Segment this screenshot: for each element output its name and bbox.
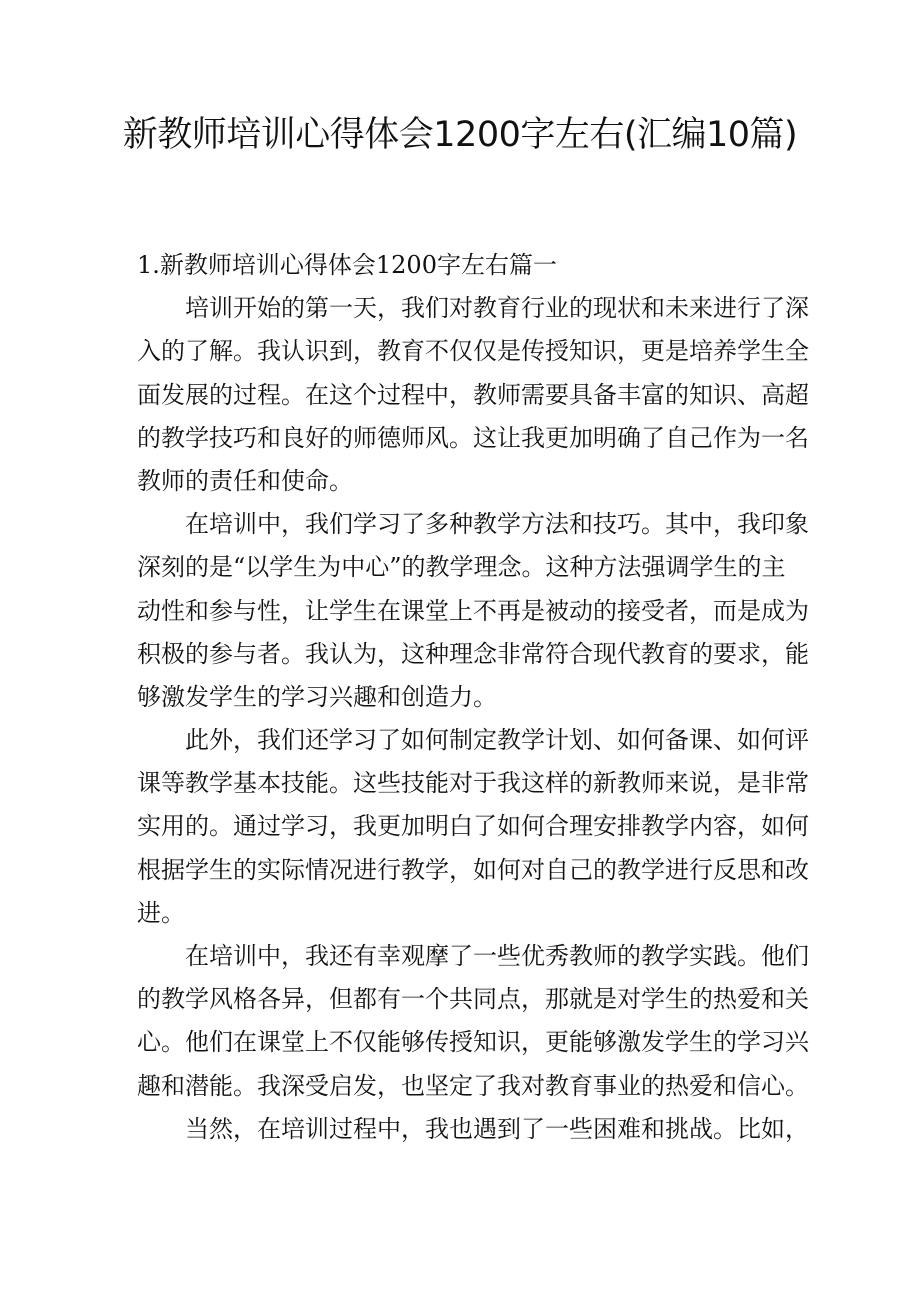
- paragraph-line: 根据学生的实际情况进行教学，如何对自己的教学进行反思和改: [137, 855, 809, 884]
- paragraph-line: 此外，我们还学习了如何制定教学计划、如何备课、如何评: [185, 726, 809, 755]
- paragraph-line: 入的了解。我认识到，教育不仅仅是传授知识，更是培养学生全: [137, 337, 809, 366]
- paragraph-line: 实用的。通过学习，我更加明白了如何合理安排教学内容，如何: [137, 812, 809, 841]
- paragraph-1: [137, 287, 809, 503]
- paragraph-line: 教师的责任和使命。: [137, 466, 353, 495]
- paragraph-line: 课等教学基本技能。这些技能对于我这样的新教师来说，是非常: [137, 769, 809, 798]
- document-title: 新教师培训心得体会1200字左右(汇编10篇): [122, 115, 798, 155]
- paragraph-line: 在培训中，我还有幸观摩了一些优秀教师的教学实践。他们: [185, 942, 809, 971]
- paragraph-line: 培训开始的第一天，我们对教育行业的现状和未来进行了深: [185, 294, 809, 323]
- paragraph-line: 够激发学生的学习兴趣和创造力。: [137, 682, 497, 711]
- paragraph-2: [137, 503, 809, 719]
- paragraph-line: 进。: [137, 898, 185, 927]
- paragraph-line: 趣和潜能。我深受启发，也坚定了我对教育事业的热爱和信心。: [137, 1071, 809, 1100]
- paragraph-line: 面发展的过程。在这个过程中，教师需要具备丰富的知识、高超: [137, 380, 809, 409]
- document-body: [137, 244, 809, 1151]
- paragraph-line: 心。他们在课堂上不仅能够传授知识，更能够激发学生的学习兴: [137, 1028, 809, 1057]
- paragraph-line: 积极的参与者。我认为，这种理念非常符合现代教育的要求，能: [137, 639, 809, 668]
- paragraph-3: [137, 719, 809, 935]
- paragraph-5: [137, 1108, 809, 1151]
- paragraph-line: 当然，在培训过程中，我也遇到了一些困难和挑战。比如，: [185, 1114, 809, 1143]
- paragraph-4: [137, 935, 809, 1108]
- section-heading: 1.新教师培训心得体会1200字左右篇一: [137, 251, 557, 279]
- paragraph-line: 深刻的是“以学生为中心”的教学理念。这种方法强调学生的主: [137, 553, 786, 582]
- paragraph-line: 在培训中，我们学习了多种教学方法和技巧。其中，我印象: [185, 510, 809, 539]
- paragraph-line: 的教学技巧和良好的师德师风。这让我更加明确了自己作为一名: [137, 423, 809, 452]
- paragraph-line: 的教学风格各异，但都有一个共同点，那就是对学生的热爱和关: [137, 985, 809, 1014]
- paragraph-line: 动性和参与性，让学生在课堂上不再是被动的接受者，而是成为: [137, 596, 809, 625]
